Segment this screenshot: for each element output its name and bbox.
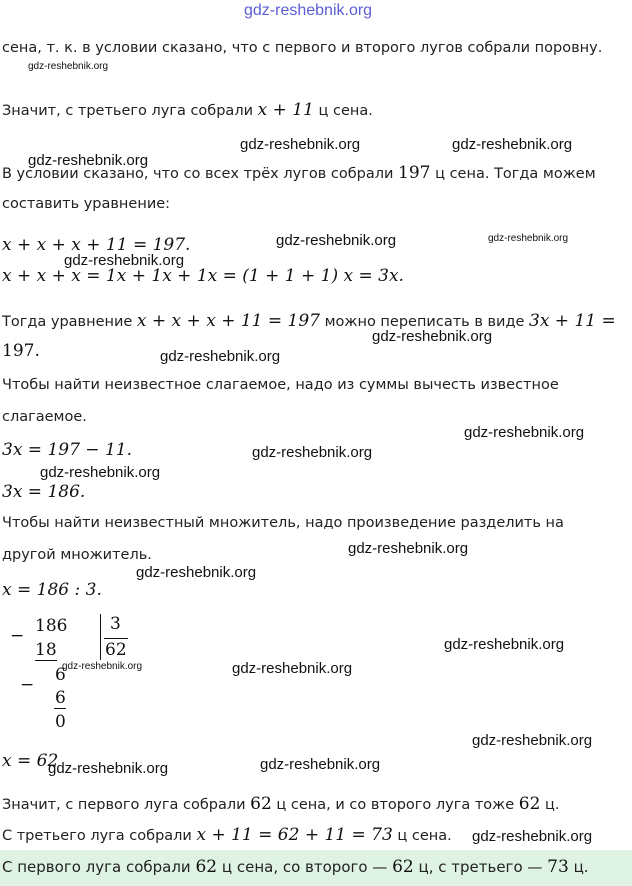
division-subtrahend-2: 6: [55, 688, 66, 708]
division-remainder: 0: [55, 712, 66, 732]
text-line-7: Чтобы найти неизвестное слагаемое, надо из суммы вычесть известное: [2, 377, 559, 393]
text-segment: ц сена, со второго —: [217, 858, 393, 876]
text-line-4: составить уравнение:: [2, 196, 171, 212]
math-inline: x + x + x + 11 = 197: [136, 311, 320, 331]
equation-5: x = 186 : 3.: [2, 580, 102, 600]
division-subtrahend-1: 18: [35, 640, 57, 660]
watermark: gdz-reshebnik.org: [464, 424, 585, 441]
text-line-10: другой множитель.: [2, 547, 152, 563]
text-segment: можно переписать в виде: [319, 314, 529, 330]
equation-4: 3x = 186.: [2, 482, 86, 502]
equation-2: x + x + x = 1x + 1x + 1x = (1 + 1 + 1) x = 3x.: [2, 266, 404, 286]
watermark: gdz-reshebnik.org: [444, 636, 565, 653]
watermark: gdz-reshebnik.org: [136, 564, 257, 581]
text-line-11: [2, 794, 560, 814]
watermark: gdz-reshebnik.org: [240, 136, 361, 153]
division-underline-2: [54, 708, 66, 709]
watermark: gdz-reshebnik.org: [28, 152, 149, 169]
text-segment: С первого луга собрали: [2, 858, 196, 876]
text-line-2: [2, 100, 373, 120]
watermark: gdz-reshebnik.org: [28, 61, 109, 72]
text-line-5: [2, 311, 616, 331]
math-inline: 197: [398, 163, 431, 183]
text-line-12: [2, 825, 452, 845]
math-inline: 62: [392, 857, 414, 877]
text-segment: В условии сказано, что со всех трёх лугов собрали: [2, 166, 399, 182]
division-partial-1: 6: [55, 665, 66, 685]
text-segment: ц, с третьего —: [413, 858, 548, 876]
division-underline-1: [35, 660, 57, 661]
watermark: gdz-reshebnik.org: [472, 732, 593, 749]
site-header-watermark: gdz-reshebnik.org: [244, 2, 373, 19]
watermark: gdz-reshebnik.org: [260, 756, 381, 773]
math-inline: 62: [195, 857, 218, 877]
text-segment: Значит, с первого луга собрали: [2, 797, 251, 813]
text-segment: Значит, с третьего луга собрали: [2, 103, 258, 119]
watermark: gdz-reshebnik.org: [40, 464, 161, 481]
text-line-9: Чтобы найти неизвестный множитель, надо произведение разделить на: [2, 515, 564, 531]
division-vertical-bar: [100, 614, 101, 660]
watermark: gdz-reshebnik.org: [62, 661, 143, 672]
text-line-1: сена, т. к. в условии сказано, что с первого и второго лугов собрали поровну.: [2, 40, 603, 56]
answer-line: [2, 857, 589, 877]
text-line-8: слагаемое.: [2, 409, 87, 425]
text-segment: ц сена.: [313, 103, 373, 119]
text-segment: ц сена. Тогда можем: [430, 166, 596, 182]
watermark: gdz-reshebnik.org: [452, 136, 573, 153]
math-inline: 62: [518, 794, 541, 814]
watermark: gdz-reshebnik.org: [372, 328, 493, 345]
watermark: gdz-reshebnik.org: [276, 232, 397, 249]
math-inline: x + 11 = 62 + 11 = 73: [196, 825, 393, 845]
watermark: gdz-reshebnik.org: [48, 760, 169, 777]
text-segment: ц сена, и со второго луга тоже: [271, 797, 519, 813]
watermark: gdz-reshebnik.org: [348, 540, 469, 557]
watermark: gdz-reshebnik.org: [472, 828, 593, 845]
watermark: gdz-reshebnik.org: [160, 348, 281, 365]
text-segment: ц.: [540, 797, 560, 813]
math-inline: 62: [250, 794, 272, 814]
watermark: gdz-reshebnik.org: [64, 252, 185, 269]
text-line-6: 197.: [2, 341, 40, 361]
math-inline: x + 11: [257, 100, 314, 120]
text-segment: С третьего луга собрали: [2, 828, 197, 844]
text-segment: Тогда уравнение: [2, 314, 137, 330]
division-minus-1: −: [10, 626, 25, 646]
division-dividend: 186: [35, 616, 68, 636]
equation-1: x + x + x + 11 = 197.: [2, 235, 191, 255]
division-divisor-line: [104, 638, 128, 639]
watermark: gdz-reshebnik.org: [488, 233, 569, 244]
text-segment: ц.: [568, 858, 589, 876]
division-quotient: 62: [105, 640, 127, 660]
watermark: gdz-reshebnik.org: [252, 444, 373, 461]
math-inline: 73: [547, 857, 569, 877]
equation-3: 3x = 197 − 11.: [2, 440, 132, 460]
watermark: gdz-reshebnik.org: [232, 660, 353, 677]
math-inline: 3x + 11 =: [529, 311, 616, 331]
division-minus-2: −: [20, 675, 35, 695]
equation-6: x = 62: [2, 751, 59, 771]
text-segment: ц сена.: [392, 828, 452, 844]
division-divisor: 3: [110, 614, 121, 634]
